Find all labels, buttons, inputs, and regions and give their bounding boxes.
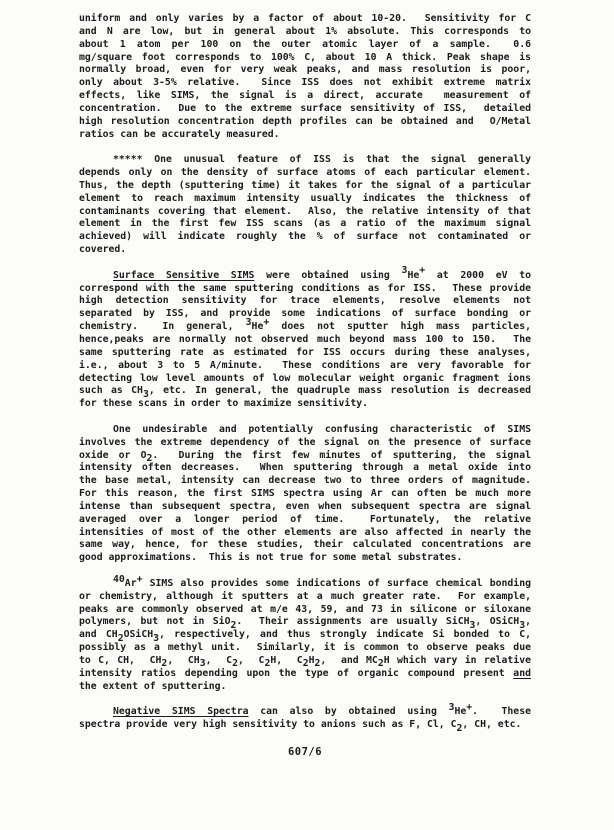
para-ar-sims-bonding — [79, 573, 532, 694]
text-line — [79, 488, 531, 501]
text-segment: high resolution concentration depth profiles can be obtained and O/Metal — [79, 115, 531, 127]
text-line — [79, 385, 531, 398]
underlined-text: Negative SIMS Spectra — [113, 706, 249, 718]
text-segment: same sputtering rate as estimated for ISS occurs during these analyses, — [79, 346, 531, 358]
text-segment: separated by ISS, and provide some indications of surface bonding or — [79, 308, 531, 320]
subscript-text: 3 — [519, 619, 526, 631]
text-line — [79, 193, 531, 206]
subscript-text: 2 — [161, 658, 168, 670]
text-segment: ratios can be accurately measured. — [79, 128, 280, 140]
text-segment: element to reach maximum intensity usually indicates the thickness of — [79, 192, 531, 204]
text-segment: Ar — [124, 577, 137, 589]
text-segment: and N are low, but in general about 1% absolute. This corresponds to — [79, 25, 531, 37]
text-segment: H, C — [270, 655, 303, 666]
para-negative-sims — [79, 701, 531, 734]
subscript-text: 2 — [377, 658, 384, 670]
text-line — [79, 719, 531, 732]
text-segment: intensity often decreases. When sputtering through a metal oxide into — [79, 462, 531, 474]
text-segment: . During the first few minutes of sputtering, the signal — [152, 449, 531, 461]
para-iss-unusual-feature — [79, 154, 531, 257]
text-line — [79, 347, 531, 360]
text-line — [79, 26, 531, 39]
text-segment: , — [525, 616, 532, 628]
superscript-text: + — [466, 701, 473, 713]
document-body — [79, 13, 531, 732]
text-segment: For this reason, the first SIMS spectra using Ar can often be much more — [79, 488, 531, 500]
superscript-text: 40 — [113, 573, 125, 585]
text-segment: , and MC — [320, 655, 378, 666]
text-line — [79, 206, 531, 219]
text-segment: averaged over a longer period of time. Fortunately, the relative — [79, 513, 531, 525]
para-surface-sensitive-sims — [79, 265, 532, 411]
text-segment: only about 3-5% relative. Since ISS does not exhibit extreme matrix — [79, 77, 531, 89]
para-sims-oxide-dependency — [79, 424, 531, 565]
text-segment: i.e., about 3 to 5 A/minute. These conditions are very favorable for — [79, 359, 531, 371]
text-line — [79, 629, 531, 642]
text-segment: mg/square foot corresponds to 100% C, about 10 A thick. Peak shape is — [79, 51, 531, 63]
text-line — [79, 316, 531, 334]
text-line — [79, 218, 531, 231]
text-segment: One undesirable and potentially confusing characteristic of SIMS — [113, 423, 531, 435]
subscript-text: 2 — [230, 619, 237, 631]
text-segment: for these scans in order to maximize sensitivity. — [79, 398, 369, 410]
text-segment: intensities of most of the other elements are also affected in nearly the — [79, 526, 531, 538]
text-line — [79, 154, 531, 167]
text-segment: , respectively, and thus strongly indicate Si bonded to C, — [159, 629, 531, 641]
text-segment: involves the extreme dependency of the signal on the presence of surface — [79, 436, 531, 448]
text-line — [79, 39, 531, 52]
text-segment: the extent of sputtering. — [79, 680, 227, 692]
text-line — [79, 514, 531, 527]
text-line — [79, 77, 531, 90]
text-line — [79, 103, 531, 116]
text-segment: possibly as a methyl unit. Similarly, it is common to observe peaks due — [79, 642, 531, 654]
text-segment: intensity ratios depending upon the type of organic compound present — [79, 667, 514, 679]
text-segment: spectra provide very high sensitivity to anions such as F, Cl, C — [79, 719, 457, 731]
text-segment: high detection sensitivity for trace elements, resolve elements not — [79, 295, 531, 307]
text-segment: , CH, etc. — [462, 719, 522, 731]
text-segment: good approximations. This is not true for some metal substrates. — [79, 552, 463, 564]
text-segment: can also by obtained using — [248, 706, 449, 718]
text-segment: Thus, the depth (sputtering time) it takes for the signal of a particular — [79, 179, 531, 191]
text-line — [79, 13, 531, 26]
text-line — [79, 573, 531, 591]
text-line — [79, 527, 531, 540]
text-line — [79, 180, 531, 193]
text-line — [79, 591, 531, 604]
text-segment: does not sputter high mass particles, — [269, 321, 531, 333]
superscript-text: 3 — [401, 265, 408, 277]
superscript-text: + — [263, 316, 270, 328]
subscript-text: 2 — [232, 658, 238, 670]
text-segment: uniform and only varies by a factor of about 10-20. Sensitivity for C — [79, 13, 531, 24]
text-segment: . These — [472, 706, 531, 718]
superscript-text: + — [419, 265, 426, 277]
text-line — [79, 64, 531, 77]
text-segment: achieved) will indicate roughly the % of surface not contaminated or — [79, 231, 531, 243]
text-line — [79, 244, 531, 257]
text-segment: covered. — [79, 244, 127, 256]
text-line — [79, 462, 531, 475]
text-line — [79, 501, 531, 514]
text-segment: effects, like SIMS, the signal is a direct, accurate measurement of — [79, 90, 531, 102]
text-line — [79, 668, 531, 681]
text-segment: polymers, but not in SiO — [79, 616, 231, 628]
text-line — [79, 373, 531, 386]
text-segment: concentration. Due to the extreme surface sensitivity of ISS, detailed — [79, 102, 531, 114]
subscript-text: 3 — [469, 619, 476, 631]
superscript-text: 3 — [448, 701, 455, 713]
underlined-text: and — [513, 667, 531, 679]
text-line — [79, 265, 532, 283]
text-segment: contaminants covering that element. Also, the relative intensity of that — [79, 205, 531, 217]
text-segment: intense than subsequent spectra, even when subsequent spectra are signal — [79, 500, 531, 512]
text-segment: correspond with the same sputtering conditions as for ISS. These provide — [79, 282, 531, 294]
text-line — [79, 116, 531, 129]
text-line — [79, 308, 531, 321]
underlined-text: Surface Sensitive SIMS — [113, 269, 255, 281]
text-line — [79, 52, 531, 65]
subscript-text: 3 — [199, 658, 206, 670]
subscript-text: 3 — [153, 632, 160, 644]
text-line — [79, 437, 531, 450]
text-line — [79, 424, 531, 437]
text-segment: the base metal, intensity can decrease two to three orders of magnitude. — [79, 475, 531, 487]
text-line — [79, 283, 531, 296]
subscript-text: 2 — [302, 658, 309, 670]
superscript-text: + — [136, 573, 143, 585]
text-segment: element in the first few ISS scans (as a ratio of the maximum signal — [79, 218, 531, 230]
superscript-text: 3 — [245, 316, 252, 328]
text-segment: or chemistry, although it sputters at a much greater rate. For example, — [79, 590, 531, 602]
text-segment: same way, hence, for these studies, their calculated concentrations are — [79, 539, 531, 551]
page-number: 607/6 — [287, 746, 323, 758]
text-line — [79, 450, 531, 463]
text-line — [79, 231, 531, 244]
text-segment: to C, CH, CH — [79, 655, 162, 666]
text-segment: H — [308, 655, 315, 666]
text-line — [79, 475, 531, 488]
subscript-text: 2 — [314, 658, 321, 670]
subscript-text: 2 — [264, 658, 271, 670]
text-line — [79, 616, 531, 629]
subscript-text: 2 — [146, 452, 153, 464]
text-segment: , OSiCH — [475, 616, 520, 628]
text-segment: detecting low level amounts of low molecular weight organic fragment ions — [79, 372, 531, 384]
text-line — [79, 334, 531, 347]
text-segment: about 1 atom per 100 on the outer atomic layer of a sample. 0.6 — [79, 38, 531, 50]
text-segment: H which vary in relative — [383, 655, 532, 666]
text-line — [79, 655, 531, 668]
text-segment: . Their assignments are usually SiCH — [236, 616, 470, 628]
text-segment: oxide or O — [79, 449, 147, 461]
text-line — [79, 167, 531, 180]
text-segment: and CH — [79, 629, 118, 641]
text-segment: peaks are commonly observed at m/e 43, 59, and 73 in silicone or siloxane — [79, 603, 531, 615]
text-segment: normally broad, even for very weak peaks, and mass resolution is poor, — [79, 64, 531, 76]
text-line — [79, 90, 531, 103]
text-line — [79, 552, 531, 565]
text-line — [79, 681, 531, 694]
text-line — [79, 642, 531, 655]
text-line — [79, 295, 531, 308]
text-segment: He — [454, 706, 467, 718]
subscript-text: 2 — [456, 722, 463, 734]
text-segment: such as CH — [79, 385, 143, 397]
text-segment: , etc. In general, the quadruple mass resolution is decreased — [148, 385, 531, 397]
text-segment: ***** One unusual feature of ISS is that the signal generally — [113, 154, 531, 166]
text-segment: were obtained using — [254, 269, 402, 281]
text-line — [79, 129, 531, 142]
text-segment: SIMS also provides some indications of surface chemical bonding — [142, 577, 531, 589]
text-line — [79, 360, 531, 373]
text-line — [79, 539, 531, 552]
text-segment: , C — [205, 655, 233, 666]
text-segment: chemistry. In general, — [79, 321, 246, 333]
text-segment: at 2000 eV to — [425, 269, 532, 281]
text-segment: hence,peaks are normally not observed much beyond mass 100 to 150. The — [79, 334, 531, 345]
text-line — [79, 398, 531, 411]
text-segment: He — [251, 321, 264, 333]
text-segment: depends only on the density of surface atoms of each particular element. — [79, 167, 531, 179]
text-segment: , C — [237, 655, 265, 666]
para-iss-sensitivity — [79, 13, 531, 141]
text-segment: OSiCH — [123, 629, 154, 641]
text-line — [79, 701, 531, 719]
text-segment: He — [407, 269, 420, 281]
subscript-text: 2 — [117, 632, 124, 644]
subscript-text: 3 — [142, 388, 149, 400]
text-line — [79, 604, 531, 617]
text-segment: , CH — [167, 655, 200, 666]
